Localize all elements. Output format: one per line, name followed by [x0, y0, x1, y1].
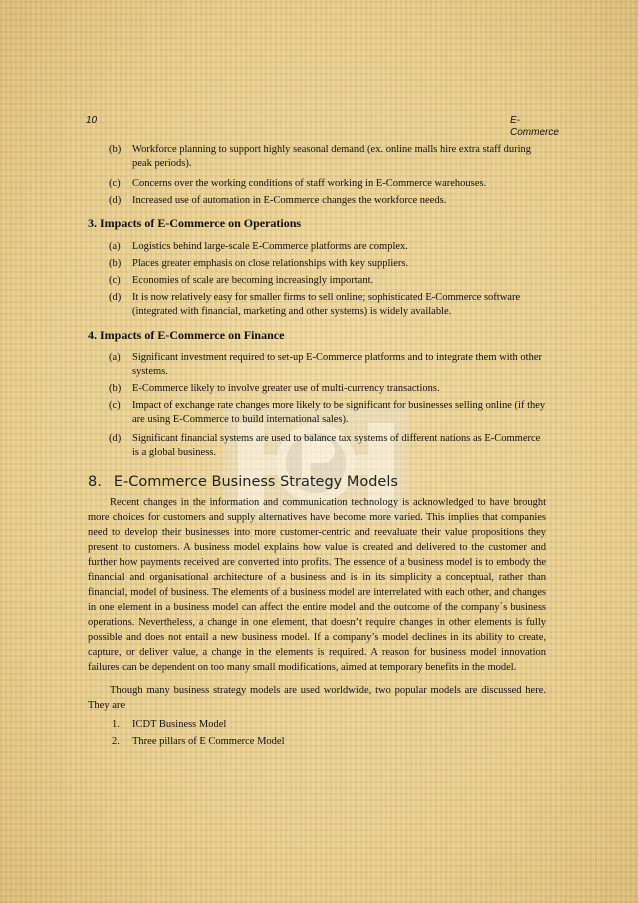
list-item-text: Three pillars of E Commerce Model — [132, 736, 285, 747]
running-title — [510, 115, 560, 139]
list-item-label: (d) — [109, 433, 122, 444]
list-item-label: (d) — [109, 292, 122, 303]
chapter-heading — [88, 474, 398, 490]
list-item-text: Significant financial systems are used to balance tax systems of different nations as E-Commerce is a global business. — [132, 433, 541, 458]
running-title-line1: E- — [510, 115, 520, 126]
list-item-text: ICDT Business Model — [132, 719, 227, 730]
body-paragraph-1: Recent changes in the information and communication technology is acknowledged to have brought more choices for customers and supply alternatives have become more varied. This implies that companies need to develop their businesses into more customer-centric and reevaluate their value propositions they present to customers. A business model explains how value is created and delivered to the customer and further how payments received are converted into profits. The essence of a business model is to embody the financial and organisational architecture of a business and is in its simplicity a conceptual, rather than financial, model of business. The elements of a business model are interrelated with each other, and changes in one element in a business model can affect the entire model and the outcome of the company´s business operations. Nevertheless, a change in one element, that doesn’t require changes in other elements is fully possible and does not entail a new business model. If a company’s model declines in its ability to create, capture, or deliver value, a change in the elements is required. A reason for business model innovation failures can be dependent on too many small modifications, aimed at temporary benefits in the model. — [88, 496, 546, 673]
running-title-line2: Commerce — [510, 127, 559, 138]
list-item-label: (c) — [109, 178, 121, 189]
list-item-text: E-Commerce likely to involve greater use of multi-currency transactions. — [132, 383, 440, 394]
list-item-label: 1. — [112, 719, 120, 730]
list-item-text: Significant investment required to set-up E-Commerce platforms and to integrate them with other systems. — [132, 352, 542, 377]
list-item-text: It is now relatively easy for smaller firms to sell online; sophisticated E-Commerce software (integrated with financial, marketing and other systems) is widely available. — [132, 292, 521, 317]
list-item-label: (b) — [109, 258, 122, 269]
section-heading-finance: 4. Impacts of E-Commerce on Finance — [88, 328, 285, 342]
list-item-label: (a) — [109, 352, 121, 363]
list-item-label: (b) — [109, 383, 122, 394]
list-item-text: Increased use of automation in E-Commerce changes the workforce needs. — [132, 195, 447, 206]
list-item-text: Workforce planning to support highly seasonal demand (ex. online malls hire extra staff during peak periods). — [132, 144, 532, 169]
chapter-heading-title: E-Commerce Business Strategy Models — [113, 474, 398, 490]
section-heading-operations: 3. Impacts of E-Commerce on Operations — [88, 216, 302, 230]
list-item-text: Economies of scale are becoming increasingly important. — [132, 275, 374, 286]
list-item-text: Logistics behind large-scale E-Commerce platforms are complex. — [132, 241, 408, 252]
list-item-label: (a) — [109, 241, 121, 252]
list-item-label: (c) — [109, 400, 121, 411]
list-item-label: (c) — [109, 275, 121, 286]
list-item-label: (b) — [109, 144, 122, 155]
body-paragraph-2: Though many business strategy models are used worldwide, two popular models are discussed here. They are — [88, 684, 546, 711]
list-item-text: Places greater emphasis on close relationships with key suppliers. — [132, 258, 409, 269]
list-item-text: Impact of exchange rate changes more likely to be significant for businesses selling online (if they are using E-Commerce to build international sales). — [132, 400, 546, 425]
page-number: 10 — [86, 115, 98, 126]
list-item-label: (d) — [109, 195, 122, 206]
list-item-label: 2. — [112, 736, 120, 747]
list-item-text: Concerns over the working conditions of staff working in E-Commerce warehouses. — [132, 178, 487, 189]
chapter-heading-number: 8. — [88, 474, 102, 490]
